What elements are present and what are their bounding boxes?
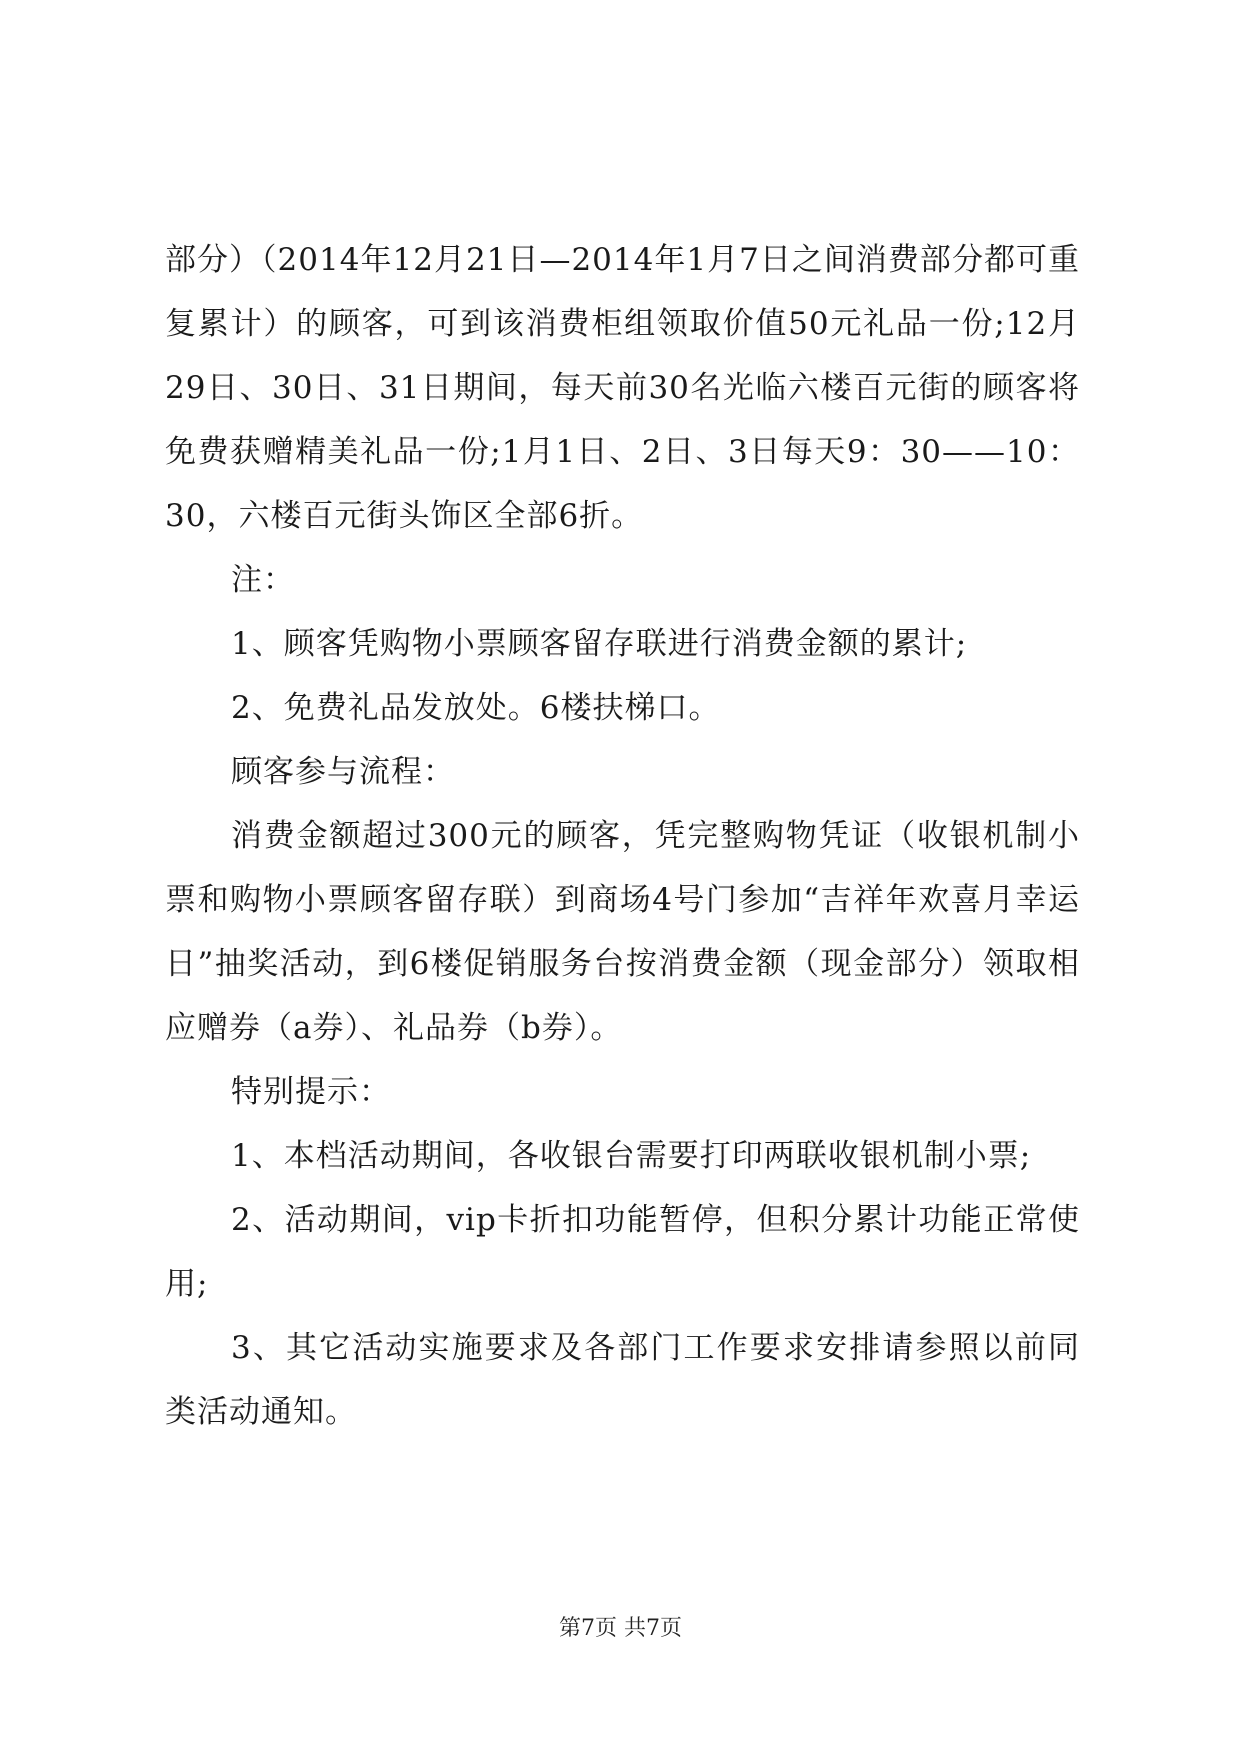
special-notice-heading: 特别提示： [231,1074,391,1110]
note-item-2: 2、免费礼品发放处。6楼扶梯口。 [231,690,721,726]
process-paragraph: 消费金额超过300元的顾客，凭完整购物凭证（收银机制小票和购物小票顾客留存联）到商场4号门参加“吉祥年欢喜月幸运日”抽奖活动，到6楼促销服务台按消费金额（现金部分）领取相应赠券（a券）、礼品券（b券）。 [165,818,1080,1046]
note-heading: 注： [231,562,295,598]
special-notice-item-1: 1、本档活动期间，各收银台需要打印两联收银机制小票; [231,1138,1032,1174]
special-notice-item-2: 2、活动期间，vip卡折扣功能暂停，但积分累计功能正常使用; [165,1202,1080,1302]
process-heading: 顾客参与流程： [231,754,455,790]
page-number-footer: 第7页 共7页 [559,1616,682,1641]
paragraph-continuation: 部分）（2014年12月21日—2014年1月7日之间消费部分都可重复累计）的顾客，可到该消费柜组领取价值50元礼品一份;12月29日、30日、31日期间，每天前30名光临六楼百元街的顾客将免费获赠精美礼品一份;1月1日、2日、3日每天9：30——10：30，六楼百元街头饰区全部6折。 [165,242,1080,534]
document-body [165,228,1080,1444]
special-notice-item-3: 3、其它活动实施要求及各部门工作要求安排请参照以前同类活动通知。 [165,1330,1080,1430]
note-item-1: 1、顾客凭购物小票顾客留存联进行消费金额的累计; [231,626,968,662]
